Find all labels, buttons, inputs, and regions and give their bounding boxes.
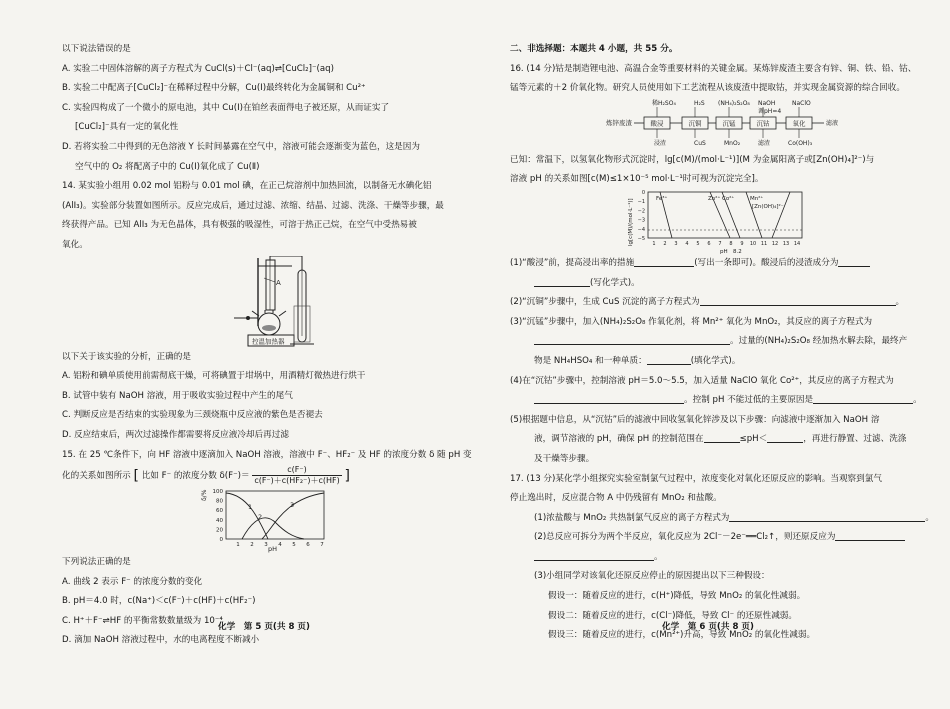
flow-box-label: 沉铜	[688, 119, 702, 128]
right-page-footer: 化学 第 6 页(共 8 页)	[662, 622, 754, 632]
flow-start-label: 炼锌废渣	[606, 118, 632, 127]
q15-stem-line2: 化的关系如图所示 [ 比如 F⁻ 的浓度分数 δ(F⁻)＝ $\frac{c(F^-)}{\text{c(F⁻)＋c(HF₂⁻)＋c(HF)}}$ ]	[62, 465, 350, 486]
q16-process-flowchart	[510, 99, 944, 151]
q16-ytick-label: −5	[637, 235, 645, 242]
q16-sub3-line3: 物是 NH₄HSO₄ 和一种单质： (填化学式)。	[534, 355, 741, 366]
answer-blank[interactable]	[835, 530, 905, 541]
left-column	[62, 40, 480, 651]
q16-xticks	[652, 241, 800, 247]
q15-xtick-label: 3	[264, 542, 268, 549]
q13-option-a: A. 实验二中固体溶解的离子方程式为 CuCl(s)＋Cl⁻(aq)⇌[CuCl₂]⁻(aq)	[62, 63, 334, 74]
flow-box-label: 氧化	[792, 119, 806, 128]
q16-sub5-line2: 液，调节溶液的 pH，确保 pH 的控制范围在 ≤pH＜ ，再进行静置、过滤、洗涤	[534, 434, 907, 445]
reagent-naoh: NaOH	[758, 99, 776, 107]
answer-blank[interactable]	[534, 550, 654, 561]
q15-fraction-denominator: c(F⁻)＋c(HF₂⁻)＋c(HF)	[254, 476, 340, 486]
q17-hypothesis-2: 假设二：随着反应的进行，c(Cl⁻)降低，导致 Cl⁻ 的还原性减弱。	[548, 610, 797, 621]
flow-box-label: 沉锰	[722, 119, 736, 128]
q16-xtick-label: 4	[685, 240, 689, 247]
ion-label-fe: Fe³⁺	[656, 195, 668, 202]
q15-option-c: C. H⁺＋F⁻⇌HF 的平衡常数数量级为 10⁻⁴	[62, 615, 223, 626]
flow-boxes	[644, 107, 824, 138]
q15-xticks	[236, 542, 324, 548]
q14-stem-line2: (AlI₃)。实验部分装置如图所示。反应完成后，通过过滤、浓缩、结晶、过滤、洗涤、干燥等步骤，最	[62, 200, 444, 211]
answer-blank[interactable]	[729, 511, 925, 522]
flowchart-svg	[510, 99, 944, 151]
q16-known-line1: 已知：常温下，以氢氧化物形式沉淀时，lg[c(M)/(mol·L⁻¹)](M 为金属阳离子或[Zn(OH)₄]²⁻)与	[510, 154, 875, 165]
q17-stem-line2: 停止逸出时，反应混合物 A 中仍残留有 MnO₂ 和盐酸。	[510, 493, 722, 504]
q14-prompt: 以下关于该实验的分析，正确的是	[62, 351, 191, 362]
q16-xtick-label: 3	[674, 240, 678, 247]
q15-fraction-lead: 比如 F⁻ 的浓度分数 δ(F⁻)＝	[141, 471, 250, 482]
q15-ytick-label: 20	[216, 527, 223, 534]
q15-ytick-label: 100	[212, 489, 223, 496]
q13-option-c-line1: C. 实验四构成了一个微小的原电池，其中 Cu(Ⅰ)在铂丝表面得电子被还原，从而证实了	[62, 102, 390, 113]
q16-sub1-line1: (1)“酸浸”前，提高浸出率的措施 (写出一条即可)。酸浸后的浸渣成分为	[510, 254, 944, 274]
q15-xtick-label: 4	[278, 542, 282, 549]
reagent-ph: 调pH=4	[758, 107, 782, 115]
q14-option-a: A. 铝粉和碘单质使用前需彻底干燥，可将碘置于坩埚中，用酒精灯微热进行烘干	[62, 371, 366, 382]
q16-sub3-line1: (3)“沉锰”步骤中，加入(NH₄)₂S₂O₈ 作氧化剂，将 Mn²⁺ 氧化为 MnO₂，其反应的离子方程式为	[510, 316, 873, 327]
q15-ytick-label: 80	[216, 498, 223, 505]
q17-sub2-line1: (2)总反应可拆分为两个半反应，氧化反应为 2Cl⁻－2e⁻══Cl₂↑，则还原反应为	[510, 528, 944, 548]
q15-xtick-label: 1	[236, 542, 240, 549]
output-cus: CuS	[694, 139, 706, 147]
q15-xtick-label: 2	[250, 542, 254, 549]
q15-chart-svg	[62, 487, 480, 553]
q15-chart-ylabel: δ/%	[201, 489, 208, 502]
q16-xtick-label: 9	[740, 240, 744, 247]
q16-stem-line2: 锰等元素的＋2 价氧化物。研究人员使用如下工艺流程从该废渣中提取钴，并实现金属资源的综合回收。	[510, 83, 905, 94]
q15-xtick-label: 6	[306, 542, 310, 549]
q13-option-d-line1: D. 若将实验二中得到的无色溶液 Y 长时间暴露在空气中，溶液可能会逐渐变为蓝色，这是因为	[62, 141, 420, 152]
q16-xtick-label: 12	[771, 240, 779, 247]
output-filter-residue: 滤渣	[758, 139, 771, 147]
output-mno2: MnO₂	[724, 139, 741, 147]
q16-xtick-label: 10	[749, 240, 757, 247]
curve-f	[262, 493, 324, 539]
q15-ytick-label: 40	[216, 517, 223, 524]
q16-sub1-line2: (写化学式)。	[510, 274, 944, 294]
q16-ytick-label: −1	[637, 199, 645, 206]
q15-fraction	[252, 465, 341, 486]
label-a: A	[276, 278, 281, 287]
answer-blank[interactable]	[634, 256, 694, 267]
q15-yticks	[213, 489, 224, 543]
q17-hypothesis-3: 假设三：随着反应的进行，c(Mn²⁺)升高，导致 MnO₂ 的氧化性减弱。	[548, 630, 816, 641]
right-column	[510, 40, 944, 646]
q16-chart-svg	[510, 190, 944, 254]
znoh4-line	[772, 192, 790, 238]
q17-sub1: (1)浓盐酸与 MnO₂ 共热制氯气反应的离子方程式为 。	[534, 512, 935, 523]
q16-xtick-label: 8	[729, 240, 733, 247]
q14-option-b: B. 试管中装有 NaOH 溶液，用于吸收实验过程中产生的尾气	[62, 390, 293, 401]
reagent-h2so4: 稀H₂SO₄	[652, 99, 676, 107]
q13-option-c-line2: [CuCl₂]⁻具有一定的氧化性	[75, 122, 179, 133]
q13-option-b: B. 实验二中配离子[CuCl₂]⁻在稀释过程中分解，Cu(Ⅰ)最终转化为金属铜和 Cu²⁺	[62, 83, 366, 94]
q17-sub2-line2: 。	[510, 548, 944, 568]
curve-hf2	[242, 518, 304, 539]
q15-xtick-label: 5	[292, 542, 296, 549]
q15-prompt: 下列说法正确的是	[62, 557, 131, 568]
answer-blank[interactable]	[534, 334, 730, 345]
q16-sub5-line1: (5)根据题中信息，从“沉钴”后的滤液中回收氢氧化锌涉及以下步骤：向滤液中逐渐加入 NaOH 溶	[510, 414, 880, 425]
q15-ytick-label: 0	[219, 537, 223, 544]
q16-xtick-label: 14	[793, 240, 801, 247]
q15-distribution-chart	[62, 487, 480, 553]
q14-stem-line1: 14. 某实验小组用 0.02 mol 铝粉与 0.01 mol 碘，在正己烷溶剂中加热回流，以制备无水碘化铝	[62, 181, 432, 192]
ion-label-mn: Mn²⁺	[750, 195, 764, 202]
answer-blank[interactable]	[813, 393, 913, 404]
q16-stem-line1: 16. (14 分)钴是制造锂电池、高温合金等重要材料的关键金属。某炼锌废渣主要含有锌、铜、铁、铅、钴、	[510, 63, 917, 74]
answer-blank[interactable]	[534, 276, 590, 287]
q14-apparatus-figure	[62, 256, 480, 348]
q16-ytick-label: −4	[637, 226, 645, 233]
answer-blank[interactable]	[704, 432, 740, 443]
q16-xtick-label: 11	[760, 240, 768, 247]
answer-blank[interactable]	[838, 256, 870, 267]
q16-xtick-label: 1	[652, 240, 656, 247]
reagent-h2s: H₂S	[694, 99, 705, 107]
reagent-persulfate: (NH₄)₂S₂O₈	[718, 99, 750, 107]
q15-option-a: A. 曲线 2 表示 F⁻ 的浓度分数的变化	[62, 576, 203, 587]
q16-sub2: (2)“沉铜”步骤中，生成 CuS 沉淀的离子方程式为 。	[510, 297, 905, 308]
q15-stem-text: 化的关系如图所示	[62, 471, 131, 482]
q16-sub5-line3: 及干燥等步骤。	[534, 453, 595, 464]
q14-option-c: C. 判断反应是否结束的实验现象为三颈烧瓶中反应液的紫色是否褪去	[62, 410, 323, 421]
answer-blank[interactable]	[767, 432, 803, 443]
q16-xtick-label: 7	[718, 240, 722, 247]
q17-sub3: (3)小组同学对该氧化还原反应停止的原因提出以下三种假设：	[534, 571, 770, 582]
q16-ytick-label: 0	[641, 189, 645, 196]
q14-stem-line4: 氧化。	[62, 239, 88, 250]
q16-ytick-label: −3	[637, 217, 645, 224]
answer-blank[interactable]	[647, 354, 691, 365]
q16-xtick-label: 2	[663, 240, 667, 247]
q17-hypothesis-1: 假设一：随着反应的进行，c(H⁺)降低，导致 MnO₂ 的氧化性减弱。	[548, 591, 806, 602]
q16-extra-tick: 8.2	[733, 248, 742, 254]
q16-xtick-label: 6	[707, 240, 711, 247]
q16-sub4-line2: 。控制 pH 不能过低的主要原因是 。	[510, 391, 944, 411]
q15-stem-line1: 15. 在 25 ℃条件下，向 HF 溶液中逐滴加入 NaOH 溶液，溶液中 F⁻、HF₂⁻ 及 HF 的浓度分数 δ 随 pH 变	[62, 449, 472, 460]
q16-chart-xlabel: pH	[720, 248, 728, 254]
q16-known-line2: 溶液 pH 的关系如图[c(M)≤1×10⁻⁵ mol·L⁻¹时可视为沉淀完全]。	[510, 174, 764, 185]
q16-sub4-line1: (4)在“沉钴”步骤中，控制溶液 pH＝5.0～5.5，加入适量 NaClO 氧化 Co²⁺，其反应的离子方程式为	[510, 375, 894, 386]
output-cooh3: Co(OH)₃	[788, 139, 813, 147]
q15-option-b: B. pH＝4.0 时，c(Na⁺)＜c(F⁻)＋c(HF)＋c(HF₂⁻)	[62, 596, 256, 607]
curve-label-1: 1	[248, 503, 253, 512]
q15-xtick-label: 7	[320, 542, 324, 549]
ion-label-co: Co²⁺	[722, 195, 735, 202]
left-page-footer: 化学 第 5 页(共 8 页)	[218, 622, 310, 632]
output-residue: 浸渣	[654, 139, 667, 147]
curve-label-3: 3	[290, 501, 295, 510]
q15-option-d: D. 滴加 NaOH 溶液过程中，水的电离程度不断减小	[62, 635, 260, 646]
q15-fraction-numerator: c(F⁻)	[252, 465, 341, 476]
ion-label-zn: Zn²⁺	[708, 195, 721, 202]
curve-label-2: 2	[258, 513, 263, 522]
q16-ytick-label: −2	[637, 208, 645, 215]
q17-stem-line1: 17. (13 分)某化学小组探究实验室制氯气过程中，浓度变化对氧化还原反应的影响。当观察到氯气	[510, 473, 882, 484]
q14-stem-line3: 终获得产品。已知 AlI₃ 为无色晶体，具有极强的吸湿性，可溶于热正己烷，在空气中受热易被	[62, 220, 417, 231]
q15-chart-xlabel: pH	[268, 545, 278, 554]
section-heading: 二、非选择题：本题共 4 小题，共 55 分。	[510, 44, 678, 54]
q16-sub3-line2: 。过量的(NH₄)₂S₂O₈ 经加热水解去除，最终产	[510, 332, 944, 352]
q16-chart-ylabel: lg[c(M)/(mol·L⁻¹)]	[628, 198, 634, 246]
answer-blank[interactable]	[534, 393, 684, 404]
reagent-naclo: NaClO	[792, 99, 811, 107]
ion-label-znoh4: [Zn(OH)₄]²⁻	[752, 203, 784, 210]
flow-box-label: 酸浸	[650, 119, 664, 128]
q16-xtick-label: 5	[696, 240, 700, 247]
q13-prompt: 以下说法错误的是	[62, 44, 131, 54]
q14-option-d: D. 反应结束后，两次过滤操作都需要将反应液冷却后再过滤	[62, 429, 289, 440]
flow-box-label: 沉钴	[756, 119, 770, 128]
q13-option-d-line2: 空气中的 O₂ 将配离子中的 Cu(Ⅰ)氧化成了 Cu(Ⅱ)	[75, 161, 260, 172]
output-filtrate: 滤液	[826, 119, 839, 127]
heater-caption: 控温加热器	[252, 337, 285, 346]
answer-blank[interactable]	[700, 295, 896, 306]
q16-xtick-label: 13	[782, 240, 790, 247]
q16-precipitation-chart	[510, 190, 944, 254]
q15-ytick-label: 60	[216, 508, 223, 515]
reflux-apparatus-diagram	[62, 256, 480, 348]
q16-yticks	[638, 190, 645, 242]
